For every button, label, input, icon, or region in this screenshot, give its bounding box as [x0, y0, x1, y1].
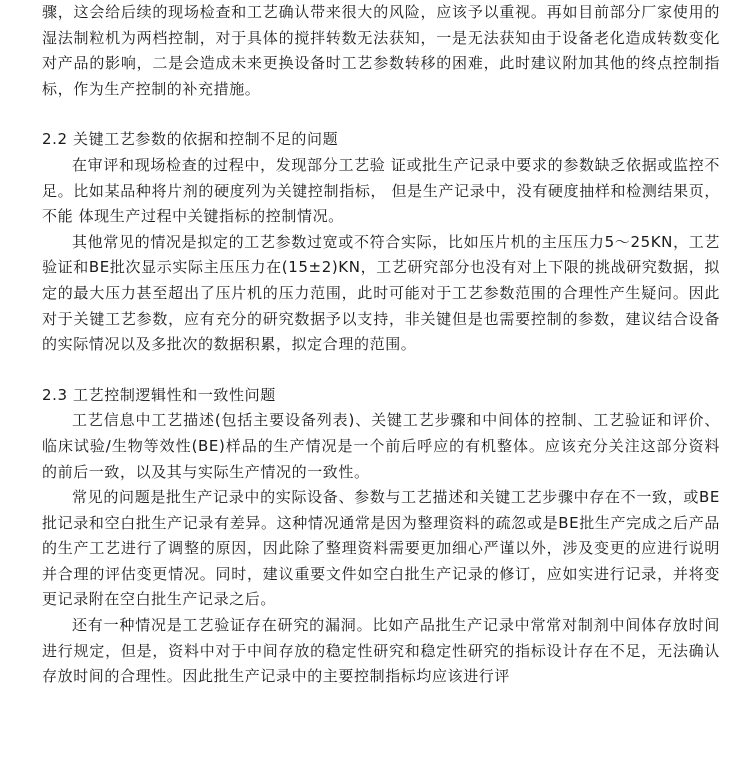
- body-paragraph: 工艺信息中工艺描述(包括主要设备列表)、关键工艺步骤和中间体的控制、工艺验证和评价、临床试验/生物等效性(BE)样品的生产情况是一个前后呼应的有机整体。应该充分关注这部分资料的前后一致，以及其与实际生产情况的一致性。: [42, 411, 720, 481]
- section-gap: [42, 358, 720, 383]
- body-paragraph: 在审评和现场检查的过程中，发现部分工艺验 证或批生产记录中要求的参数缺乏依据或监控不 足。比如某品种将片剂的硬度列为关键控制指标， 但是生产记录中，没有硬度抽样和检测结果页，不能 体现生产过程中关键指标的控制情况。: [42, 155, 720, 226]
- body-paragraph: 常见的问题是批生产记录中的实际设备、参数与工艺描述和关键工艺步骤中存在不一致，或BE 批记录和空白批生产记录有差异。这种情况通常是因为整理资料的疏忽或是BE批生产完成之后产品的生产工艺进行了调整的原因，因此除了整理资料需要更加细心严谨以外，涉及变更的应进行说明并合理的评估变更情况。同时，建议重要文件如空白批生产记录的修订，应如实进行记录，并将变更记录附在空白批生产记录之后。: [42, 488, 720, 609]
- section-gap: [42, 102, 720, 127]
- body-paragraph: 骤，这会给后续的现场检查和工艺确认带来很大的风险，应该予以重视。再如目前部分厂家使用的湿法制粒机为两档控制，对于具体的搅拌转数无法获知，一是无法获知由于设备老化造成转数变化对产品的影响，二是会造成未来更换设备时工艺参数转移的困难，此时建议附加其他的终点控制指标，作为生产控制的补充措施。: [42, 3, 720, 98]
- body-paragraph: 还有一种情况是工艺验证存在研究的漏洞。比如产品批生产记录中常常对制剂中间体存放时间进行规定，但是，资料中对于中间存放的稳定性研究和稳定性研究的指标设计存在不足，无法确认存放时间的合理性。因此批生产记录中的主要控制指标均应该进行评: [42, 616, 720, 686]
- document-page: [42, 0, 720, 690]
- section-heading-2-2: 2.2 关键工艺参数的依据和控制不足的问题: [42, 130, 339, 149]
- body-paragraph: 其他常见的情况是拟定的工艺参数过宽或不符合实际，比如压片机的主压压力5～25KN，工艺验证和BE批次显示实际主压压力在(15±2)KN，工艺研究部分也没有对上下限的挑战研究数据，拟定的最大压力甚至超出了压片机的压力范围，此时可能对于工艺参数范围的合理性产生疑问。因此对于关键工艺参数，应有充分的研究数据予以支持，非关键但是也需要控制的参数，建议结合设备的实际情况以及多批次的数据积累，拟定合理的范围。: [42, 232, 720, 354]
- section-heading-2-3: 2.3 工艺控制逻辑性和一致性问题: [42, 385, 276, 404]
